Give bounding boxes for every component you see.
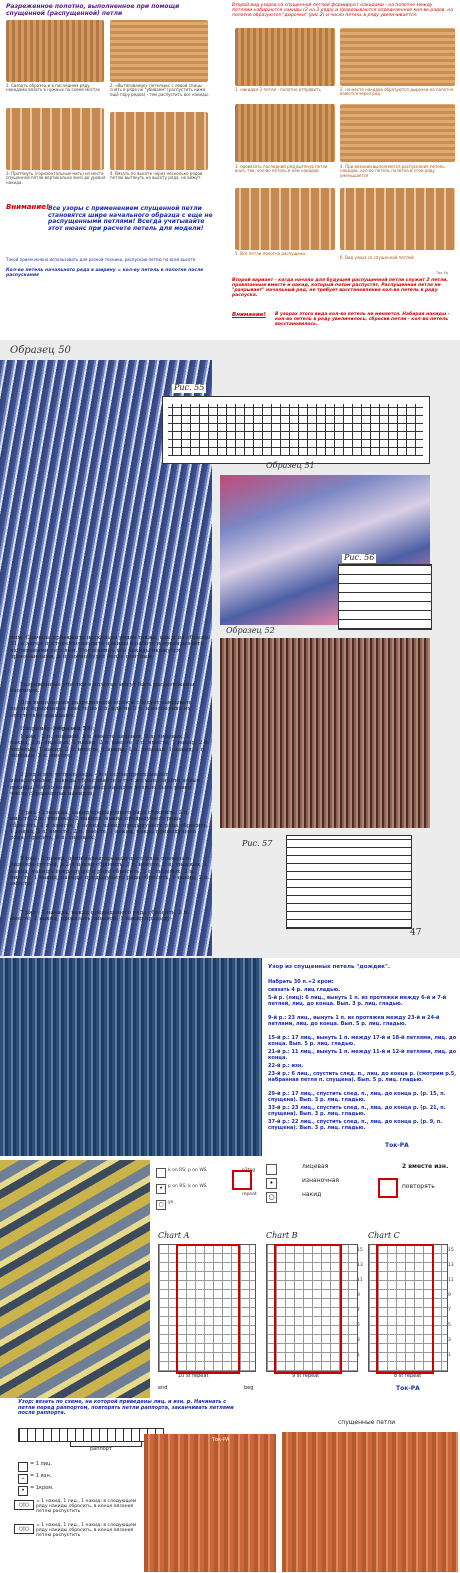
- legend-en-3: yo: [168, 1200, 174, 1205]
- para-4-lead: Например (: [20, 726, 55, 732]
- obr52-label: Образец 52: [226, 626, 275, 635]
- rain-l1: Набрать 30 п.+2 кром:: [268, 979, 334, 985]
- right-warning: В узорах этого вида кол-во петель не меняется. Набирая накиды - кол-во петель в ряду увеличилось, сбросив петли - кол-во петель восстановилось.: [275, 312, 450, 328]
- legend-ru-4: 2 вместе изн.: [402, 1163, 449, 1170]
- ru-knit-icon: [266, 1164, 277, 1175]
- photo-dropped-2: [282, 1432, 458, 1572]
- para-5: 1 ряд - 2 п. лицевой, 3 п. вместе лицевой, 3 п. лицевых, 1 накид, 2 п. лицевых, 1 накид, 2 п. вместе, 2 п. вместе, 1 накид, 2 п. лицевых, 1 накид, 2 п. вместе, 1 накид, 1 п. лицевая, 1 накид, 1 п. лицевая, 2 п. вместе;: [10, 734, 210, 759]
- obr50-label: Образец 50: [10, 345, 71, 356]
- photo-dropped-1: [144, 1434, 276, 1572]
- chart-a-label: Chart A: [158, 1231, 190, 1240]
- yo-symbol-icon: ○: [156, 1200, 166, 1210]
- tag-tokra-1: Ток-Ра: [436, 271, 448, 275]
- photo-r4: [340, 104, 455, 162]
- row-numbers-b: [357, 1248, 367, 1368]
- row-number: 1: [357, 1353, 360, 1358]
- chart-a-end: end: [158, 1385, 168, 1391]
- yo-knit-yo-icon: ○|○: [14, 1500, 34, 1510]
- leg-4: = 1 накид, 1 лиц., 1 накид; в следующем ряду накиды сбросить, в конце вязания петлю распустить: [36, 1499, 137, 1515]
- legend-ru: [262, 1162, 460, 1226]
- chart-b-label: Chart B: [266, 1231, 298, 1240]
- section-charts: [0, 1160, 460, 1398]
- ris57-label: Рис. 57: [242, 839, 273, 848]
- tag-tokra-5: Ток-РА: [212, 1437, 230, 1443]
- row-number: 3: [357, 1338, 360, 1343]
- caption-r4: 4. При вязании выполняется распускание петель накидов, кол-во петель полотна в этом ряду уменьшается: [340, 164, 445, 178]
- repeat-box-ru: [378, 1178, 398, 1198]
- warning-label: Внимание!: [6, 203, 50, 211]
- row-number: 5: [357, 1323, 360, 1328]
- warning-text: Все узоры с применением спущенной петли становятся шире начального образца с еще не распущенными петлями! Всегда учитывайте этот нюанс при расчете петель для модели!: [48, 205, 213, 233]
- row-number: 13: [357, 1263, 363, 1268]
- right-warning-label: Внимание!: [232, 312, 266, 318]
- ru-purl-icon: •: [266, 1178, 277, 1189]
- para-6: 2 ряд и все четные ряды - все петли провязывают изнаночными, накиды сбрасывайте и тут же выполняйте новые накиды. Число вновь набранных накидов должно быть равно числу сброшенных накидов;: [10, 772, 201, 797]
- rain-l9: 29-й р.: 17 лиц., спустить след. п., лиц. до конца р. (р. 15, п. спущена). Вып. 3 р. лиц. гладью.: [268, 1091, 446, 1103]
- legend-ru-2: изнаночная: [302, 1177, 340, 1184]
- leg-3: = 1кром.: [30, 1485, 54, 1491]
- right-note: Второй вариант - когда начало для будущей распущенной петли служит 2 петли, провязанные вместе и накид, который потом распустят. Распущенная петля не "разрывает" начальный ряд, не требует восстановления кол-ва петель в ряду распуска.: [232, 278, 449, 299]
- section-dropped-stitches: [0, 1398, 460, 1573]
- legend-en-5: repeat: [242, 1192, 257, 1197]
- caption-r2: 2. на месте накидов образуются дырочки на полотне вяжется через ряд: [340, 87, 454, 97]
- para-4-bold: образец 53: [54, 726, 91, 732]
- row-number: 7: [448, 1308, 451, 1313]
- para-4-tail: ):: [90, 726, 95, 732]
- rain-l3: 5-й р. (лиц): 6 лиц., вынуть 1 п. из протяжки между 6-й и 7-й петлей, лиц. до конца. Вып. 3 р. лиц. гладью.: [268, 995, 447, 1007]
- photo-r2: [340, 28, 455, 86]
- chart-c-label: Chart C: [368, 1231, 400, 1240]
- photo-rain: [0, 958, 262, 1156]
- rapport-label: раппорт: [90, 1446, 112, 1452]
- ris56-label: Рис. 56: [344, 553, 375, 562]
- section-book-page: [0, 340, 460, 958]
- para-1: ним. Сначала провяжите несколько рядов также, как и на образце 51, а затем постепенно вводите накиды в работу и провязывайте их лицевыми петлями. Постепенно все накиды окажутся провязанными, и полотно будет более плотным.: [10, 635, 210, 660]
- para-9: 7 ряд - 2 накида, накид предыдущего ряда сбросить, 2 п. вместе, 1 накид, провязать лицевой, 1 накид предыду-: [10, 910, 190, 923]
- row-number: 5: [448, 1323, 451, 1328]
- chart-a-repeat: [176, 1244, 240, 1374]
- rain-title: Узор из спущенных петель "дождик".: [268, 964, 390, 970]
- repeat-box-en: [232, 1170, 252, 1190]
- row-numbers-c: [448, 1248, 458, 1368]
- right-intro: Второй вид узоров со спущенной петлей формируют накидами - на полотне между петлями набираются накиды (2 на 3 ряда) и провязываются определенное кол-во рядов, на полотне образуются "дырочки" (рис.2) и число петель в ряду увеличивается:: [232, 3, 453, 19]
- photo-step-1: [6, 20, 104, 82]
- photo-r5: [235, 188, 335, 250]
- rain-l2: связать 4 р. лиц гладью.: [268, 987, 341, 993]
- row-number: 7: [357, 1308, 360, 1313]
- tutorial-title: Разреженное полотно, выполненное при помощи спущенной (распущенной) петли: [6, 3, 180, 17]
- ris56-chart: [338, 564, 432, 630]
- legend-ru-5: повторять: [402, 1183, 435, 1190]
- krom-symbol-icon: •: [18, 1486, 28, 1496]
- caption-r3: 3. провязать последний ряд вытянув петли вниз, так, кол-во петель в нём накидов: [235, 164, 328, 174]
- photo-step-2: [110, 20, 208, 82]
- chart-a-repeat-label: 10 st repeat: [178, 1373, 209, 1379]
- rain-l6: 21-й р.: 11 лиц., вынуть 1 п. между 11-й и 12-й петлями, лиц. до конца.: [268, 1049, 457, 1061]
- rain-l10: 33-й р.: 23 лиц., спустить след. п., лиц. до конца р. (р. 21, п. спущена). Вып. 3 р. лиц. гладью.: [268, 1105, 446, 1117]
- rain-l11: 37-й р.: 22 лиц., спустить след. п., лиц. до конца р. (р. 9, п. спущена). Вып. 3 р. лиц. гладью.: [268, 1119, 443, 1131]
- ru-yo-icon: ○: [266, 1192, 277, 1203]
- caption-r1: 1. накидом 2 петли - полотно отправить: [235, 87, 321, 92]
- legend-ru-1: лицевая: [302, 1163, 329, 1170]
- photo-r1: [235, 28, 335, 86]
- row-number: 1: [448, 1353, 451, 1358]
- rain-l8: 23-й р.: 6 лиц., спустить след. п., лиц. до конца р. (смотрим р.5, набранная петля п. спущена). Вып. 5 р. лиц. гладью.: [268, 1071, 457, 1083]
- obr51-label: Образец 51: [266, 461, 315, 470]
- purl-symbol-icon: •: [156, 1184, 166, 1194]
- ris57-chart: [286, 835, 412, 929]
- chart-c-repeat: [376, 1244, 434, 1374]
- ris55-symbols: [168, 404, 423, 456]
- tag-tokra-4: Ток-РА: [396, 1385, 420, 1392]
- bottom-note-1: Такой прием можно использовать для разной техники, распускаю петлю по всей высоте.: [6, 257, 197, 262]
- caption-r6: 6. Вид узора со спущенной петлей: [340, 255, 414, 260]
- lic-symbol-icon: [18, 1462, 28, 1472]
- legend-ru-3: накид: [302, 1191, 322, 1198]
- para-2: Разреженные участки в полотне могут быть расположены хаотично.: [10, 682, 195, 695]
- photo-r6: [340, 188, 455, 250]
- small-chart: [18, 1428, 164, 1442]
- photo-r3: [235, 104, 335, 162]
- para-7: 3 ряд - 2 накида, накид предыдущего ряда сбросить, 2 п. вместе, 2 п. лицевых, 2 накида, накид предыдущего ряда сбросить, 2 п. вместе, 1 накид, накид предыдущего ряда сбросить, 1 накид, 2 п. вместе, 2 п. вместе, 1 накид, накид предыдущего ряда сбросить, 2 п. лицевых;: [10, 810, 209, 841]
- chart-a-beg: beg: [244, 1385, 254, 1391]
- legend-en-2: p on RS; k on WS: [168, 1184, 207, 1189]
- row-number: 13: [448, 1263, 454, 1268]
- row-number: 11: [357, 1278, 363, 1283]
- izn-symbol-icon: –: [18, 1474, 28, 1484]
- para-3: Для выполнения разреженной полосы следует закрывать петли, провязывая вместе по 2 п. или по 3 п. и восполняя их отсутствие накидами.: [10, 700, 192, 719]
- rain-l4: 9-й р.: 23 лиц., вынуть 1 п. из протяжки между 23-й и 24-й петлями, лиц. до конца. Вып. 5 р. лиц. гладью.: [268, 1015, 440, 1027]
- ris55-label: Рис. 55: [174, 383, 205, 392]
- tag-tokra-3: Ток-РА: [385, 1142, 409, 1149]
- caption-step-3: 3. Протянуть (горизонтальные нить) из места спущенной петли вертикально вниз до уровня накида.: [6, 171, 106, 185]
- row-number: 9: [357, 1293, 360, 1298]
- legend-en-4: p2tog: [242, 1168, 256, 1173]
- row-number: 11: [448, 1278, 454, 1283]
- legend-en-1: k on RS; p on WS: [168, 1168, 207, 1173]
- chart-c-repeat-label: 8 st repeat: [394, 1373, 422, 1379]
- rain-l5: 15-й р.: 17 лиц., вынуть 1 п. между 17-й и 18-й петлями, лиц. до конца. Вып. 5 р. лиц. гладью.: [268, 1035, 457, 1047]
- rain-l7: 22-й р.: изн.: [268, 1063, 304, 1069]
- para-8: 5 ряд - 1 накид, один накид предыдущего ряда провязать лицевой петлей, а 2-й накид сбросить, 2 п. вместе, 2 п. лицевых, 1 накид, накиды предыдущего ряда сбросить, 2 п. лицевых, 2 п. вместе, 1 накид, накиды предыдущего ряда сбросить, 1 накид, 2 п. вместе;: [10, 856, 210, 887]
- leg-5: = 1 накид, 1 лиц., 1 накид; в следующем ряду накиды сбросить, в конце вязания петлю распустить: [36, 1523, 137, 1539]
- chart-b-repeat: [274, 1244, 342, 1374]
- chart-b-repeat-label: 9 st repeat: [292, 1373, 320, 1379]
- photo-obr52: [220, 638, 430, 828]
- photo-step-4: [110, 112, 208, 170]
- caption-step-4: 4. Вязать по высоте через несколько рядов петлю вытянуть на высоту ряда, не вяжут.: [110, 171, 203, 181]
- photo-title: спущенные петли: [338, 1419, 396, 1426]
- page-number: 47: [410, 928, 422, 938]
- caption-step-1: 1. Связать образец и в последнем ряду накидами вязать в нужных по схеме местах: [6, 83, 101, 93]
- section-tutorial-1: [0, 0, 460, 340]
- knit-symbol-icon: [156, 1168, 166, 1178]
- section-rain-pattern: [0, 958, 460, 1158]
- bottom-note-2: Кол-во петель начального ряда в ширину = кол-ву петель в полотне после распускания: [6, 268, 204, 279]
- leg-1: = 1 лиц.: [30, 1461, 52, 1467]
- para-4: [10, 726, 210, 732]
- yo-knit-yo-icon-2: ○|○: [14, 1524, 34, 1534]
- row-number: 15: [357, 1248, 363, 1253]
- instr-text: Узор: вязать по схеме, на которой приведены лиц. и изн. р. Начинать с петли перед раппортом, повторять петли раппорта, заканчивать петлями после раппорта.: [18, 1399, 234, 1417]
- leg-2: = 1 изн.: [30, 1473, 52, 1479]
- row-number: 15: [448, 1248, 454, 1253]
- caption-r5: 5. Все петли полотна распущены: [235, 251, 306, 256]
- caption-step-2: 2. «Вытягивание» петельки: с левой спицы снять в ряде нё "убиваем" (распустить ниже ещё пару рядов) - тем распустить все накиды.: [110, 83, 210, 97]
- photo-zigzag: [0, 1160, 150, 1398]
- row-number: 9: [448, 1293, 451, 1298]
- photo-step-3: [6, 108, 104, 170]
- row-number: 3: [448, 1338, 451, 1343]
